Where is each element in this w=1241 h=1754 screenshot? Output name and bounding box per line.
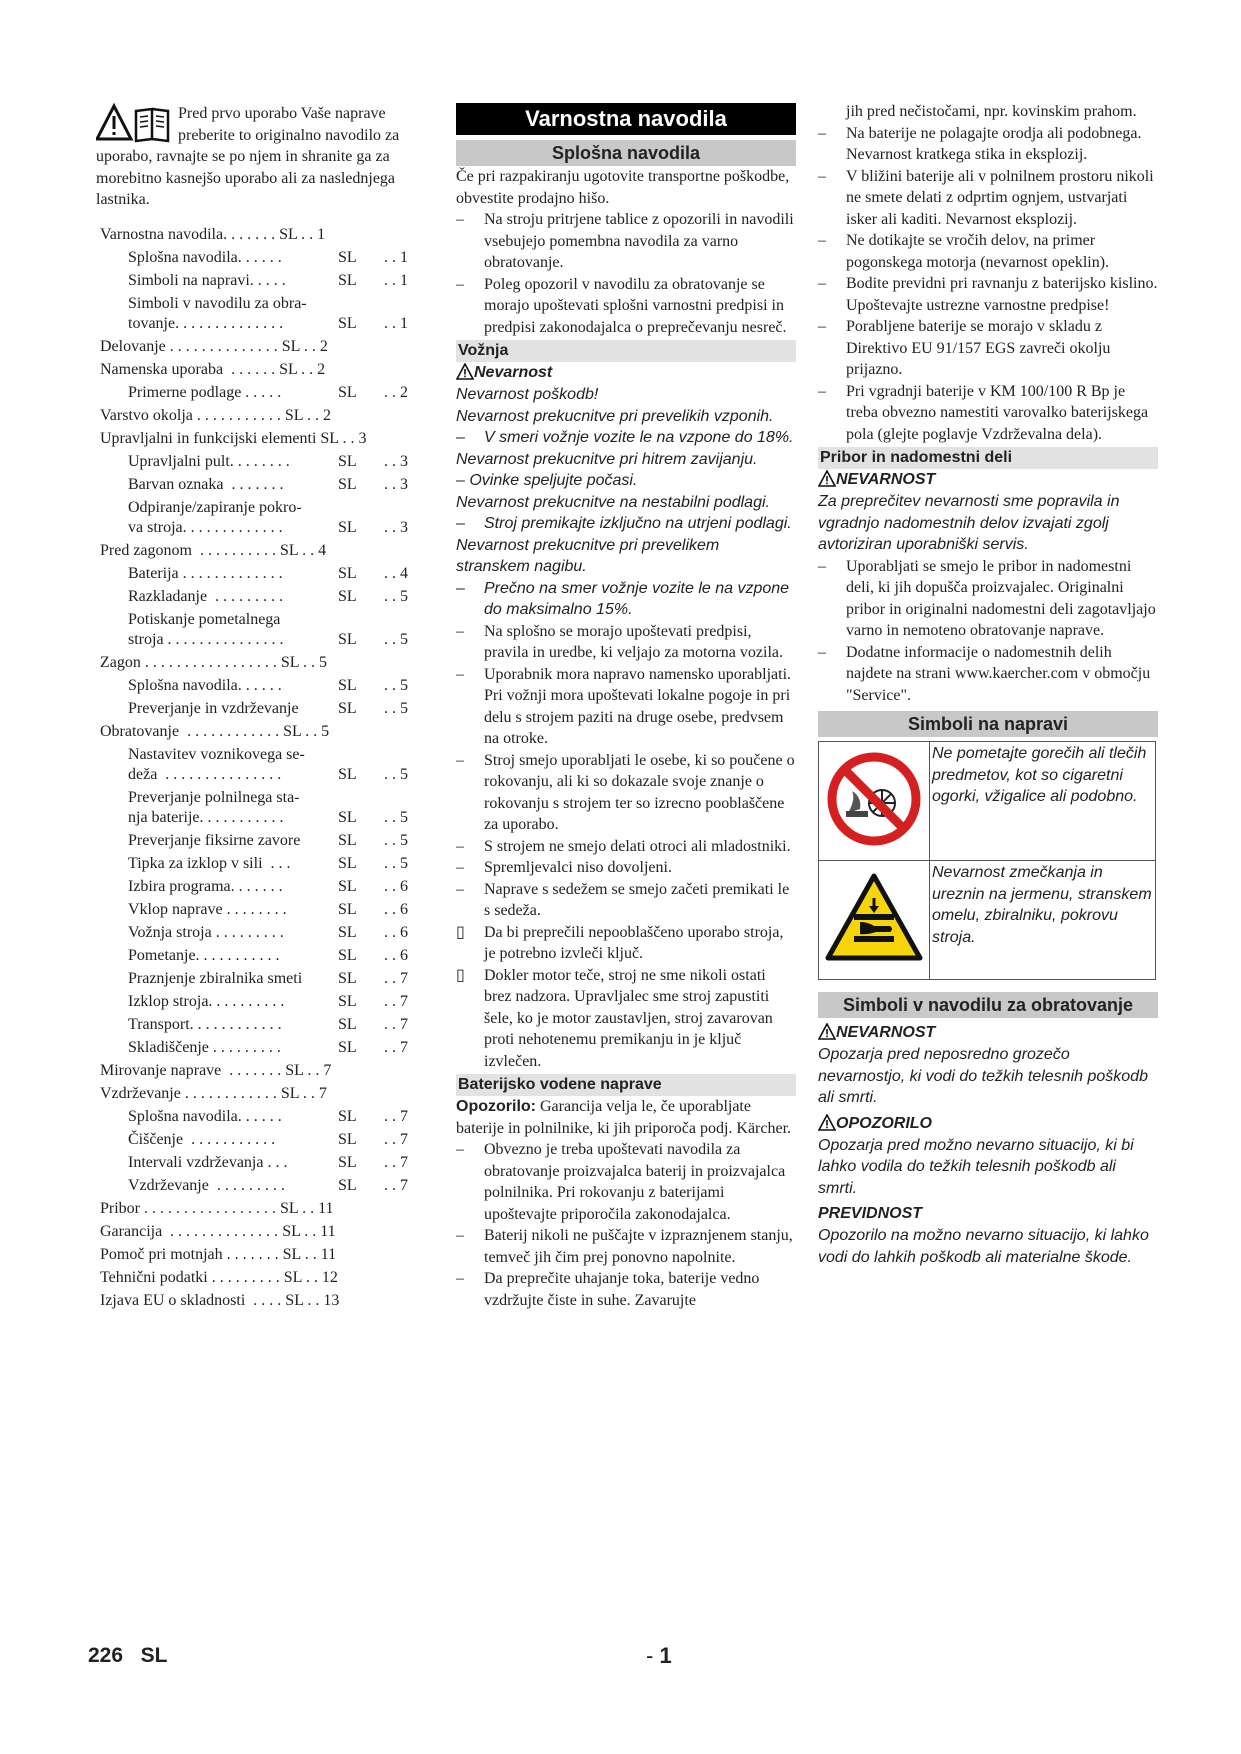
toc-lang: SL [338,452,357,470]
toc-title: Pometanje. . . . . . . . . . . [128,946,280,964]
toc-lang: SL [338,969,357,987]
list-item: – Spremljevalci niso dovoljeni. [456,859,672,876]
toc-entry [96,831,408,851]
toc-lang: SL [338,1176,357,1194]
list-item: – V bližini baterije ali v polnilnem prostoru nikoli ne smete delati z odprtim ognjem, ustvarjati isker ali kaditi. Nevarnost eksplozij. [818,167,1154,228]
table-row [819,742,1156,861]
toc-entry [96,383,408,403]
toc-title: Simboli v navodilu za obra- tovanje. . . . . . . . . . . . . . [128,294,307,332]
danger-label: NEVARNOST [818,469,1158,491]
driving-line: Nevarnost prekucnitve na nestabilni podlagi. [456,493,770,511]
toc-entry: Vzdrževanje . . . . . . . . . . . . SL . . 7 [100,1084,327,1102]
left-column [96,103,408,1314]
warning-triangle-icon [818,1114,836,1131]
toc-lang: SL [280,1199,299,1217]
toc-lang: SL [338,765,357,783]
middle-column [456,103,796,1311]
toc-title: Transport. . . . . . . . . . . . [128,1015,282,1033]
toc-lang: SL [338,271,357,289]
toc-title: Izbira programa. . . . . . . [128,877,283,895]
toc-title: Obratovanje . . . . . . . . . . . . [100,722,280,740]
manual-book-icon [136,109,168,141]
toc-title: Tehnični podatki . . . . . . . . . [100,1268,280,1286]
toc-page: . . 7 [384,969,408,987]
toc-entry [96,1015,408,1035]
toc-lang: SL [338,564,357,582]
toc-entry [96,1153,408,1173]
toc-page: . . 7 [384,992,408,1010]
toc-page: 3 [358,429,367,447]
list-item: – Porabljene baterije se morajo v skladu z Direktivo EU 91/157 EGS zavreči okolju prijazno. [818,318,1111,378]
toc-lang: SL [338,854,357,872]
battery-heading: Baterijsko vodene naprave [456,1074,796,1096]
toc-title: Vzdrževanje . . . . . . . . . . . . [100,1084,277,1102]
toc-page: . . 7 [384,1176,408,1194]
toc-page: . . 5 [384,699,408,717]
toc-entry [96,788,408,828]
page-footer-left [88,1644,167,1668]
toc-page: . . 7 [384,1153,408,1171]
toc-title: Praznjenje zbiralnika smeti [128,969,303,987]
toc-entry [96,745,408,785]
toc-entry [96,564,408,584]
language-code: SL [140,1644,168,1667]
toc-title: Baterija . . . . . . . . . . . . . [128,564,283,582]
symbol-text: Nevarnost zmečkanja in ureznin na jermenu, stranskem omelu, zbiralniku, pokrovu stroja. [930,861,1156,980]
toc-page: . . 7 [384,1038,408,1056]
toc-title: Razkladanje . . . . . . . . . [128,587,284,605]
toc-lang: SL [279,360,298,378]
toc-title: Upravljalni in funkcijski elementi [100,429,317,447]
symbols-table [818,741,1156,980]
toc-title: Splošna navodila. . . . . . [128,676,282,694]
list-item: – Stroj smejo uporabljati le osebe, ki so poučene o rokovanju, ali ki so dokazale svoje znanje o rokovanju s strojem ter so izrecno pooblaščene za uporabo. [456,751,795,833]
toc-title: Intervali vzdrževanja . . . [128,1153,288,1171]
crushing-hazard-icon [819,861,930,980]
no-burning-objects-icon [819,742,930,861]
toc-lang: SL [338,946,357,964]
toc-entry [96,1130,408,1150]
section-page-number: 1 [659,1643,672,1668]
toc-lang: SL [338,587,357,605]
warning-triangle-icon [818,1023,836,1040]
toc-entry [96,1176,408,1196]
intro-block [96,103,408,211]
toc-entry: Mirovanje naprave . . . . . . . SL . . 7 [100,1061,332,1079]
list-item: ▯ Dokler motor teče, stroj ne sme nikoli ostati brez nadzora. Upravljalec sme stroj zapustiti šele, ko je motor zaustavljen, stroj zavarovan proti nehotenemu premikanju in je ključ izvlečen. [456,966,773,1070]
toc-title: Simboli na napravi. . . . . [128,271,286,289]
toc-page: . . 5 [384,854,408,872]
toc-page: . . 6 [384,923,408,941]
toc-entry [96,452,408,472]
toc-entry [96,294,408,334]
toc-page: . . 1 [384,314,408,332]
toc-entry [96,877,408,897]
driving-line: Nevarnost prekucnitve pri hitrem zavijanju. [456,450,758,468]
toc-entry [96,676,408,696]
toc-title: Upravljalni pult. . . . . . . . [128,452,290,470]
toc-title: Nastavitev voznikovega se- deža . . . . . . . . . . . . . . . [128,745,305,783]
toc-title: Skladiščenje . . . . . . . . . [128,1038,281,1056]
driving-list-item: – V smeri vožnje vozite le na vzpone do 18%. [456,429,794,446]
toc-page: . . 7 [384,1015,408,1033]
toc-lang: SL [279,225,298,243]
toc-entry: Varnostna navodila. . . . . . . SL . . 1 [100,225,326,243]
toc-page: . . 5 [384,808,408,826]
toc-page: 5 [321,722,330,740]
driving-heading: Vožnja [456,340,796,362]
driving-line: – Ovinke speljujte počasi. [456,472,638,489]
toc-lang: SL [282,1222,301,1240]
toc-title: Potiskanje pometalnega stroja . . . . . . . . . . . . . . . [128,610,284,648]
toc-title: Vožnja stroja . . . . . . . . . [128,923,284,941]
toc-lang: SL [280,653,299,671]
toc-page: 7 [323,1061,332,1079]
toc-lang: SL [338,923,357,941]
toc-entry: Varstvo okolja . . . . . . . . . . . SL . . 2 [100,406,331,424]
toc-lang: SL [338,1153,357,1171]
toc-title: Preverjanje fiksirne zavore [128,831,301,849]
toc-entry: Pribor . . . . . . . . . . . . . . . . . SL . . 11 [100,1199,334,1217]
toc-title: Garancija . . . . . . . . . . . . . . [100,1222,279,1240]
list-item: – Dodatne informacije o nadomestnih delih najdete na strani www.kaercher.com v območju "Service". [818,643,1151,704]
toc-entry: Pred zagonom . . . . . . . . . . SL . . 4 [100,541,327,559]
toc-page: . . 7 [384,1107,408,1125]
toc-title: Izklop stroja. . . . . . . . . . [128,992,285,1010]
toc-page: . . 5 [384,831,408,849]
toc-title: Vzdrževanje . . . . . . . . . [128,1176,285,1194]
toc-lang: SL [338,831,357,849]
toc-title: Tipka za izklop v sili . . . [128,854,291,872]
warning-label: OPOZORILO [818,1113,1158,1135]
parts-heading: Pribor in nadomestni deli [818,447,1158,469]
list-item: – S strojem ne smejo delati otroci ali mladostniki. [456,837,791,855]
toc-lang: SL [338,475,357,493]
warning-text: Opozarja pred možno nevarno situacijo, ki bi lahko vodila do težkih telesnih poškodb ali smrti. [818,1136,1134,1197]
warning-triangle-icon [818,470,836,487]
toc-entry: Izjava EU o skladnosti . . . . SL . . 13 [100,1291,340,1309]
toc-page: 11 [320,1222,336,1240]
list-item: – Obvezno je treba upoštevati navodila za obratovanje proizvajalca baterij in proizvajalca polnilnika. Pri rokovanju z baterijami upoštevajte priporočila zakonodajalca. [456,1141,786,1223]
toc-lang: SL [338,248,357,266]
driving-line: Nevarnost poškodb! [456,386,599,403]
toc-lang: SL [280,1084,299,1102]
toc-entry: Tehnični podatki . . . . . . . . . SL . . 12 [100,1268,338,1286]
toc-title: Splošna navodila. . . . . . [128,248,282,266]
toc-lang: SL [338,518,357,536]
toc-entry [96,271,408,291]
toc-title: Izjava EU o skladnosti . . . . [100,1291,282,1309]
toc-title: Barvan oznaka . . . . . . . [128,475,284,493]
toc-lang: SL [338,1130,357,1148]
caution-label: PREVIDNOST [818,1205,923,1222]
toc-page: . . 1 [384,248,408,266]
symbol-text: Ne pometajte gorečih ali tlečih predmetov, kot so cigaretni ogorki, vžigalice ali podobno. [930,742,1156,861]
toc-lang: SL [338,676,357,694]
warning-triangle-icon [456,363,474,380]
toc-page: 11 [320,1245,337,1263]
toc-page: . . 5 [384,630,408,648]
toc-entry [96,1107,408,1127]
right-column [818,101,1158,1268]
toc-entry [96,1038,408,1058]
toc-page: . . 6 [384,877,408,895]
table-of-contents [96,225,408,1311]
toc-page: . . 1 [384,271,408,289]
toc-title: Pribor . . . . . . . . . . . . . . . . . [100,1199,276,1217]
toc-entry [96,969,408,989]
toc-entry [96,992,408,1012]
toc-page: . . 3 [384,475,408,493]
toc-title: Preverjanje polnilnega sta- nja baterije. . . . . . . . . . . [128,788,300,826]
toc-page: . . 3 [384,518,408,536]
toc-title: Vklop naprave . . . . . . . . [128,900,287,918]
warning-triangle-icon [97,106,131,139]
danger-text: Opozarja pred neposredno grozečo nevarnostjo, ki vodi do težkih telesnih poškodb ali smrti. [818,1046,1148,1106]
toc-lang: SL [282,1245,301,1263]
toc-page: 12 [321,1268,338,1286]
toc-page: . . 3 [384,452,408,470]
toc-title: Čiščenje . . . . . . . . . . . [128,1130,276,1148]
list-item: – Naprave s sedežem se smejo začeti premikati le s sedeža. [456,880,790,919]
intro-text: Pred prvo uporabo Vaše naprave preberite to originalno navodilo za uporabo, ravnajte se po njem in shranite ga za morebitno kasnejšo uporabo ali za naslednjega lastnika. [96,105,400,208]
page-number: 226 [88,1644,124,1667]
toc-page: 13 [323,1291,340,1309]
toc-lang: SL [283,722,302,740]
driving-line: Nevarnost prekucnitve pri prevelikih vzponih. [456,407,774,425]
toc-page: 2 [317,360,326,378]
driving-list-item: – Prečno na smer vožnje vozite le na vzpone do maksimalno 15%. [456,579,790,618]
list-item: – Pri vgradnji baterije v KM 100/100 R Bp je treba obvezno namestiti varovalko baterijskega pola (glejte poglavje Vzdrževalna dela). [818,382,1149,443]
symbols-heading: Simboli na napravi [818,711,1158,737]
toc-lang: SL [285,1061,304,1079]
toc-title: Pred zagonom . . . . . . . . . . [100,541,276,559]
toc-lang: SL [338,877,357,895]
toc-page: 4 [318,541,327,559]
paragraph: Če pri razpakiranju ugotovite transportne poškodbe, obvestite prodajno hišo. [456,168,790,207]
list-item: – Uporabnik mora napravo namensko uporabljati. Pri vožnji mora upoštevati lokalne pogoje in pri delu s strojem paziti na druge osebe, predvsem na otroke. [456,665,792,747]
toc-page: . . 4 [384,564,408,582]
toc-title: Delovanje . . . . . . . . . . . . . . [100,337,278,355]
toc-entry [96,610,408,650]
toc-lang: SL [281,337,300,355]
toc-page: . . 6 [384,900,408,918]
toc-page: . . 5 [384,765,408,783]
list-item: – Da preprečite uhajanje toka, baterije vedno vzdržujte čiste in suhe. Zavarujte [456,1270,760,1309]
toc-lang: SL [284,406,303,424]
list-item: – Bodite previdni pri ravnanju z baterijsko kislino. Upoštevajte ustrezne varnostne predpise! [818,275,1158,314]
toc-lang: SL [338,699,357,717]
toc-page: 11 [318,1199,334,1217]
toc-page: 5 [318,653,327,671]
toc-entry [96,946,408,966]
list-item: – Baterij nikoli ne puščajte v izpraznjenem stanju, temveč jih čim prej ponovno napolnite. [456,1227,793,1266]
toc-entry: Delovanje . . . . . . . . . . . . . . SL . . 2 [100,337,328,355]
toc-page: 7 [318,1084,327,1102]
toc-title: Varstvo okolja . . . . . . . . . . . [100,406,281,424]
toc-entry: Zagon . . . . . . . . . . . . . . . . . SL . . 5 [100,653,327,671]
toc-page: 1 [317,225,326,243]
list-item: ▯ Da bi preprečili nepooblaščeno uporabo stroja, je potrebno izvleči ključ. [456,923,784,962]
driving-list-item: – Stroj premikajte izključno na utrjeni podlagi. [456,515,792,532]
toc-title: Mirovanje naprave . . . . . . . [100,1061,282,1079]
toc-lang: SL [283,1268,302,1286]
list-item: – Poleg opozoril v navodilu za obratovanje se morajo upoštevati splošni varnostni predpisi in predpisi zakonodajalca o preprečevanju nesreč. [456,275,787,336]
toc-page: . . 6 [384,946,408,964]
toc-title: Varnostna navodila. . . . . . . [100,225,276,243]
toc-entry [96,475,408,495]
continued-text: jih pred nečistočami, npr. kovinskim prahom. [846,103,1137,120]
section-title: Varnostna navodila [456,103,796,135]
toc-lang: SL [338,900,357,918]
toc-lang: SL [279,541,299,559]
toc-lang: SL [338,1015,357,1033]
toc-entry: Pomoč pri motnjah . . . . . . . SL . . 11 [100,1245,337,1263]
toc-lang: SL [338,1107,357,1125]
list-item: – Uporabljati se smejo le pribor in nadomestni deli, ki jih dopušča proizvajalec. Originalni pribor in originalni nadomestni deli zagotavljajo varno in nemoteno obratovanje naprave. [818,557,1156,639]
toc-title: Splošna navodila. . . . . . [128,1107,282,1125]
toc-lang: SL [320,429,339,447]
toc-title: Preverjanje in vzdrževanje [128,699,299,717]
toc-page: 2 [322,406,331,424]
toc-entry [96,854,408,874]
toc-entry [96,699,408,719]
toc-title: Namenska uporaba . . . . . . [100,360,276,378]
toc-lang: SL [285,1291,304,1309]
table-row [819,861,1156,980]
driving-line: Nevarnost prekucnitve pri prevelikem stranskem nagibu. [456,536,720,575]
list-item: – Na baterije ne polagajte orodja ali podobnega. Nevarnost kratkega stika in eksplozij. [818,124,1142,163]
list-item: – Ne dotikajte se vročih delov, na primer pogonskega motorja (nevarnost opeklin). [818,232,1110,271]
manual-symbols-heading: Simboli v navodilu za obratovanje [818,992,1158,1018]
toc-title: Zagon . . . . . . . . . . . . . . . . . [100,653,277,671]
list-item: – Na splošno se morajo upoštevati predpisi, pravila in uredbe, ki veljajo za motorna vozila. [456,622,783,661]
danger-text: Za preprečitev nevarnosti sme popravila in vgradnjo nadomestnih delov izvajati zgolj avtoriziran uporabniški servis. [818,493,1120,553]
toc-lang: SL [338,314,357,332]
toc-lang: SL [338,1038,357,1056]
intro-icons [96,103,174,145]
toc-lang: SL [338,992,357,1010]
toc-page: . . 5 [384,676,408,694]
toc-lang: SL [338,808,357,826]
toc-page: 2 [319,337,328,355]
toc-entry [96,498,408,538]
toc-page: . . 2 [384,383,408,401]
list-item: – Na stroju pritrjene tablice z opozorili in navodili vsebujejo pomembna navodila za varno obratovanje. [456,211,794,271]
toc-lang: SL [338,383,357,401]
danger-label: Nevarnost [456,362,796,384]
toc-lang: SL [338,630,357,648]
toc-entry: Garancija . . . . . . . . . . . . . . SL . . 11 [100,1222,336,1240]
toc-page: . . 7 [384,1130,408,1148]
toc-entry: Upravljalni in funkcijski elementi SL . . 3 [100,429,367,447]
caution-text: Opozorilo na možno nevarno situacijo, ki lahko vodi do lahkih poškodb ali materialne škode. [818,1227,1149,1266]
toc-title: Pomoč pri motnjah . . . . . . . [100,1245,279,1263]
page-footer-center: - 1 [646,1643,672,1668]
toc-entry: Obratovanje . . . . . . . . . . . . SL . . 5 [100,722,330,740]
toc-page: . . 5 [384,587,408,605]
toc-entry: Namenska uporaba . . . . . . SL . . 2 [100,360,326,378]
toc-title: Primerne podlage . . . . . [128,383,282,401]
danger-label: NEVARNOST [818,1022,1158,1044]
battery-warning: Opozorilo: Garancija velja le, če uporabljate baterije in polnilnike, ki jih priporoča podj. Kärcher. [456,1098,792,1137]
toc-entry [96,587,408,607]
toc-entry [96,923,408,943]
toc-title: Odpiranje/zapiranje pokro- va stroja. . . . . . . . . . . . . [128,498,302,536]
toc-entry [96,900,408,920]
toc-entry [96,248,408,268]
general-heading: Splošna navodila [456,140,796,166]
